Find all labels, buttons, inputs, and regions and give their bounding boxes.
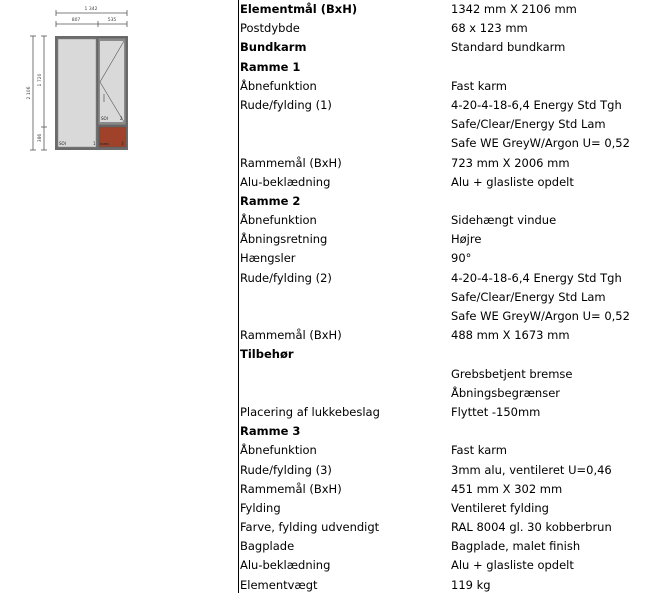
- spec-value: Grebsbetjent bremse: [451, 366, 573, 381]
- spec-value: Alu + glasliste opdelt: [451, 558, 574, 573]
- column-divider: [238, 0, 239, 593]
- dim-right-width: 535: [107, 18, 117, 23]
- spec-value: Alu + glasliste opdelt: [451, 174, 574, 189]
- spec-value: Åbningsbegrænser: [451, 385, 561, 400]
- spec-label: Rude/fylding (1): [240, 97, 332, 112]
- panel-number: 3: [121, 141, 124, 146]
- spec-section-row: [240, 38, 667, 57]
- spec-row: [240, 154, 667, 173]
- spec-value: 1342 mm X 2106 mm: [451, 2, 577, 16]
- spec-label: Bagplade: [240, 539, 295, 554]
- spec-section-row: [240, 422, 667, 441]
- spec-value: Safe/Clear/Energy Std Lam: [451, 117, 606, 132]
- spec-row: [240, 480, 667, 499]
- spec-label: Åbningsretning: [240, 232, 328, 247]
- spec-value: Fast karm: [451, 78, 507, 93]
- right-pane-number: 2: [120, 116, 123, 121]
- spec-row: [240, 249, 667, 268]
- spec-value: Højre: [451, 232, 482, 247]
- spec-label: Placering af lukkebeslag: [240, 404, 380, 419]
- dim-overall-height: 2 106: [27, 86, 32, 100]
- spec-row: [240, 19, 667, 38]
- dim-lower-height: 386: [38, 133, 43, 143]
- spec-value: 723 mm X 2006 mm: [451, 155, 570, 170]
- spec-value: 3mm alu, ventileret U=0,46: [451, 462, 612, 477]
- spec-row: [240, 403, 667, 422]
- spec-label: Farve, fylding udvendigt: [240, 520, 380, 535]
- spec-label: Alu-beklædning: [240, 558, 331, 573]
- spec-value: 68 x 123 mm: [451, 21, 528, 36]
- spec-row: [240, 269, 667, 288]
- spec-value: Safe WE GreyW/Argon U= 0,52: [451, 136, 630, 151]
- spec-value: Ventileret fylding: [451, 500, 549, 515]
- spec-section-row: [240, 0, 667, 19]
- spec-label: Ramme 2: [240, 193, 301, 208]
- spec-table: [240, 0, 667, 595]
- dim-overall-width: 1 342: [84, 7, 98, 12]
- spec-value: Bagplade, malet finish: [451, 539, 581, 554]
- spec-label: Åbnefunktion: [240, 78, 317, 93]
- spec-row: [240, 499, 667, 518]
- spec-row: [240, 134, 667, 153]
- spec-section-row: [240, 345, 667, 364]
- spec-label: Åbnefunktion: [240, 213, 317, 228]
- spec-row: [240, 326, 667, 345]
- spec-label: Rammemål (BxH): [240, 328, 342, 343]
- spec-value: 451 mm X 302 mm: [451, 481, 563, 496]
- spec-row: [240, 518, 667, 537]
- spec-section-row: [240, 192, 667, 211]
- spec-label: Ramme 3: [240, 424, 301, 439]
- spec-value: 90°: [451, 251, 472, 266]
- spec-value: 4-20-4-18-6,4 Energy Std Tgh: [451, 270, 622, 285]
- right-pane-label: SOI: [101, 116, 108, 121]
- spec-value: Standard bundkarm: [451, 40, 566, 55]
- spec-row: [240, 211, 667, 230]
- spec-row: [240, 77, 667, 96]
- spec-label: Rammemål (BxH): [240, 481, 342, 496]
- window-elevation-svg: [0, 0, 230, 160]
- spec-row: [240, 307, 667, 326]
- right-sash-glass: [100, 41, 124, 122]
- spec-value: Safe/Clear/Energy Std Lam: [451, 289, 606, 304]
- spec-row: [240, 461, 667, 480]
- spec-label: Åbnefunktion: [240, 443, 317, 458]
- spec-row: [240, 173, 667, 192]
- spec-value: RAL 8004 gl. 30 kobberbrun: [451, 520, 612, 535]
- spec-row: [240, 441, 667, 460]
- spec-label: Ramme 1: [240, 59, 301, 74]
- left-pane-number: 1: [93, 141, 96, 146]
- spec-row: [240, 537, 667, 556]
- spec-label: Elementmål (BxH): [240, 2, 358, 16]
- spec-row: [240, 115, 667, 134]
- window-drawing: [0, 0, 230, 160]
- spec-label: Fylding: [240, 500, 281, 515]
- spec-row: [240, 230, 667, 249]
- dim-upper-height: 1 720: [38, 73, 43, 87]
- spec-section-row: [240, 58, 667, 77]
- spec-row: [240, 576, 667, 595]
- spec-value: Fast karm: [451, 443, 507, 458]
- spec-value: Sidehængt vindue: [451, 213, 557, 228]
- spec-value: 119 kg: [451, 577, 491, 592]
- dim-left-width: 807: [71, 18, 81, 23]
- left-pane-label: SOI: [59, 141, 66, 146]
- spec-row: [240, 384, 667, 403]
- spec-value: 488 mm X 1673 mm: [451, 328, 570, 343]
- spec-label: Rammemål (BxH): [240, 155, 342, 170]
- spec-label: Hængsler: [240, 251, 296, 266]
- spec-row: [240, 96, 667, 115]
- spec-label: Postdybde: [240, 21, 300, 36]
- spec-label: Elementvægt: [240, 577, 318, 592]
- spec-value: Flyttet -150mm: [451, 404, 541, 419]
- spec-row: [240, 556, 667, 575]
- spec-label: Alu-beklædning: [240, 174, 331, 189]
- spec-value: Safe WE GreyW/Argon U= 0,52: [451, 309, 630, 323]
- spec-label: Tilbehør: [240, 347, 294, 362]
- panel-label: PANEL: [100, 142, 110, 146]
- spec-label: Rude/fylding (2): [240, 270, 332, 285]
- spec-row: [240, 365, 667, 384]
- spec-value: 4-20-4-18-6,4 Energy Std Tgh: [451, 97, 622, 112]
- spec-label: Bundkarm: [240, 40, 307, 55]
- spec-label: Rude/fylding (3): [240, 462, 332, 477]
- left-fixed-pane: [58, 39, 96, 147]
- spec-row: [240, 288, 667, 307]
